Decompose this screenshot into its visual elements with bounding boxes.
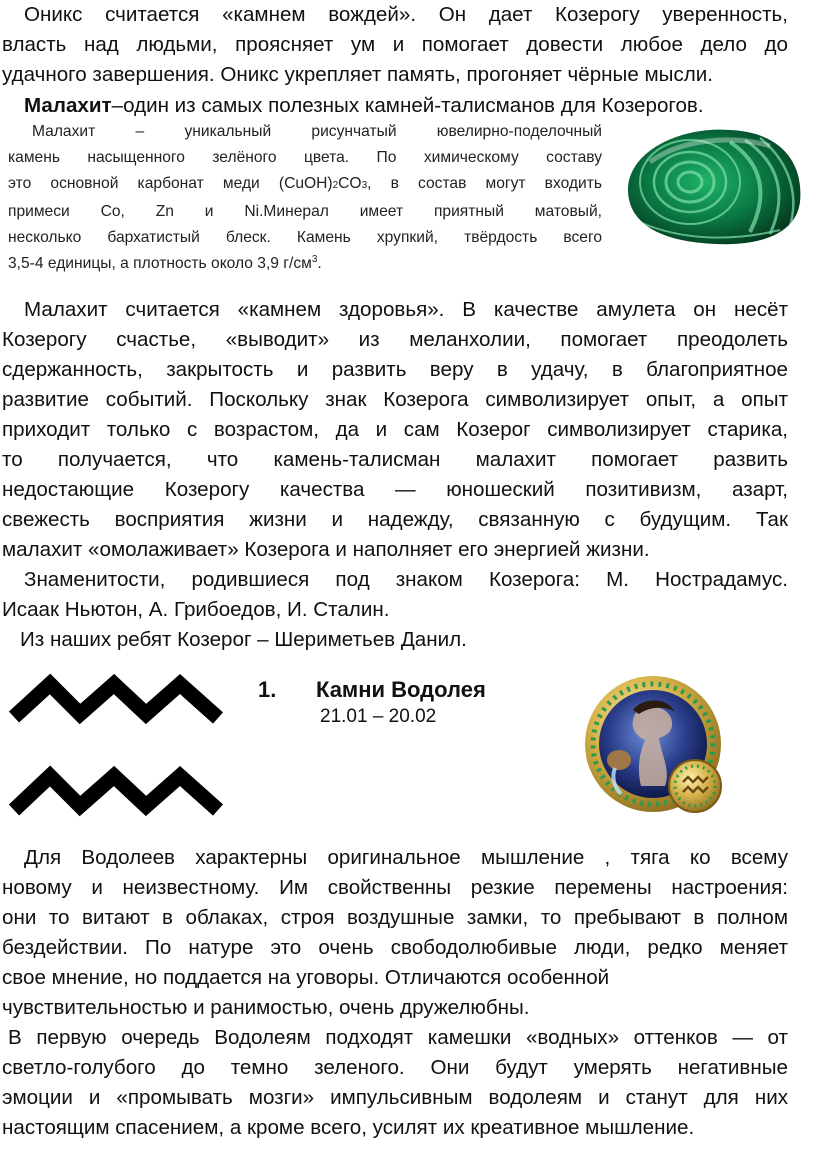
- text-line: Знаменитости, родившиеся под знаком Козерога: М. Нострадамус.: [24, 568, 788, 591]
- text-line: настоящим спасением, а кроме всего, усилят их креативное мышление.: [2, 1116, 695, 1139]
- malachite-title: [2, 91, 788, 121]
- text-line: камень насыщенного зелёного цвета. По химическому составу: [8, 149, 602, 166]
- text-line: Исаак Ньютон, А. Грибоедов, И. Сталин.: [2, 598, 390, 621]
- text-line: чувствительностью и ранимостью, очень дружелюбны.: [2, 996, 530, 1019]
- text-line: недостающие Козерогу качества — юношеский позитивизм, азарт,: [2, 478, 788, 501]
- text-line: свое мнение, но поддается на уговоры. Отличаются особенной: [2, 966, 610, 989]
- text-line: несколько бархатистый блеск. Камень хрупкий, твёрдость всего: [8, 229, 602, 246]
- our-kids-paragraph: [2, 625, 788, 655]
- text-line: 3,5-4 единицы, а плотность около 3,9 $г/см^3$.: [8, 253, 322, 272]
- text-line: малахит «омолаживает» Козерога и наполняет его энергией жизни.: [2, 538, 650, 561]
- text-line: удачного завершения. Оникс укрепляет память, прогоняет чёрные мысли.: [2, 63, 714, 86]
- malachite-health-paragraph: [2, 295, 788, 565]
- text-line: бездействии. По натуре это очень свободолюбивые люди, редко меняет: [2, 936, 788, 959]
- text-line: примеси Co, Zn и Ni.Минерал имеет приятный матовый,: [8, 203, 602, 220]
- aquarius-dates: 21.01 – 20.02: [320, 706, 437, 727]
- text-line: то получается, что камень-талисман малахит помогает развить: [2, 448, 788, 471]
- text-line: светло-голубого до темно зеленого. Они будут умерять негативные: [2, 1056, 788, 1079]
- malachite-description: [8, 119, 602, 277]
- text-line: развитие событий. Поскольку знак Козерога символизирует опыт, а опыт: [2, 388, 788, 411]
- text-line: Для Водолеев характерны оригинальное мышление , тяга ко всему: [24, 846, 788, 869]
- text-line: они то витают в облаках, строя воздушные замки, то пребывают в полном: [2, 906, 788, 929]
- text-line: Малахит – уникальный рисунчатый ювелирно-поделочный: [32, 123, 602, 140]
- heading-title: Камни Водолея: [316, 677, 486, 702]
- aquarius-heading: [258, 676, 486, 704]
- heading-number: 1.: [258, 677, 277, 702]
- aquarius-traits-paragraph: [2, 843, 788, 1023]
- aquarius-symbol-icon: [8, 672, 228, 822]
- malachite-title-rest: –один из самых полезных камней-талисманов для Козерогов.: [111, 94, 704, 117]
- text-line: эмоции и «промывать мозги» импульсивным водолеям и станут для них: [2, 1086, 788, 1109]
- text-line: Козерогу счастье, «выводит» из меланхолии, помогает преодолеть: [2, 328, 788, 351]
- malachite-name: Малахит: [24, 94, 112, 117]
- text-line: приходит только с возрастом, да и сам Козерог символизирует старика,: [2, 418, 788, 441]
- text-line: Оникс считается «камнем вождей». Он дает Козерогу уверенность,: [24, 3, 788, 26]
- aquarius-stones-paragraph: [2, 1023, 788, 1143]
- text-line: свежесть восприятия жизни и надежду, связанную с будущим. Так: [2, 508, 788, 531]
- celebrities-paragraph: [2, 565, 788, 625]
- onyx-paragraph: [2, 0, 788, 90]
- text-line: Из наших ребят Козерог – Шериметьев Данил.: [20, 628, 467, 651]
- text-line: В первую очередь Водолеям подходят камешки «водных» оттенков — от: [8, 1026, 788, 1049]
- text-line: власть над людьми, проясняет ум и помогает довести любое дело до: [2, 33, 788, 56]
- text-line: новому и неизвестному. Им свойственны резкие перемены настроения:: [2, 876, 788, 899]
- aquarius-medallion-image: [575, 674, 745, 824]
- malachite-stone-image: [620, 122, 806, 250]
- text-line: сдержанность, закрытость и развить веру в удачу, в благоприятное: [2, 358, 788, 381]
- text-line: Малахит считается «камнем здоровья». В качестве амулета он несёт: [24, 298, 788, 321]
- text-line: это основной карбонат меди (CuOH)2CO3, в состав могут входить: [8, 175, 602, 192]
